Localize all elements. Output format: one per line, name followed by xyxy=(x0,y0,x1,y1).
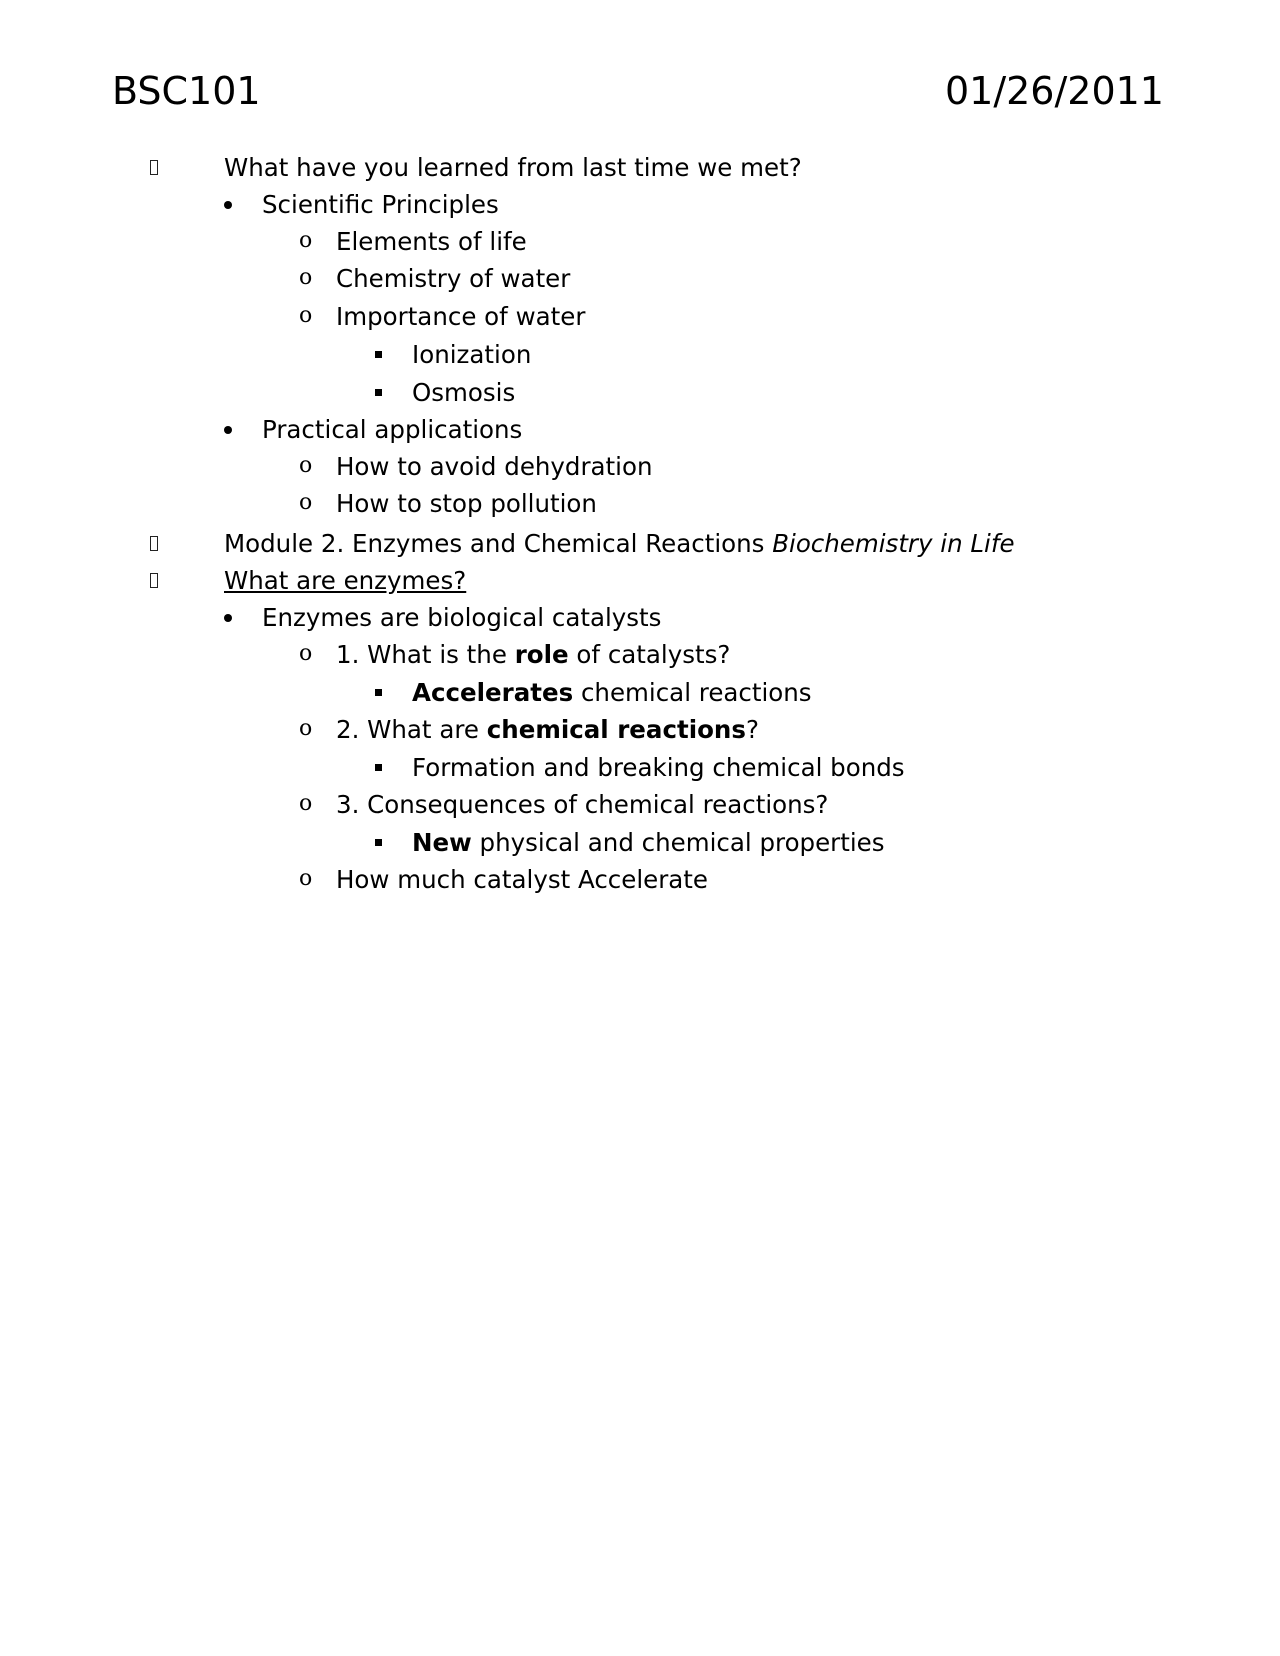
bold-span: Accelerates xyxy=(412,678,574,707)
box-bullet-icon xyxy=(150,573,158,588)
bold-span: New xyxy=(412,828,472,857)
dot-bullet-icon xyxy=(224,614,232,622)
text-span: physical and chemical properties xyxy=(471,828,885,857)
circle-bullet-icon: o xyxy=(299,265,313,290)
module-title: Module 2. Enzymes and Chemical Reactions xyxy=(224,529,773,558)
square-bullet-icon xyxy=(375,389,382,396)
text-span: 1. What is the xyxy=(336,640,515,669)
circle-bullet-icon: o xyxy=(299,453,313,478)
enzymes-definition: Enzymes are biological catalysts xyxy=(262,603,662,632)
scientific-principles: Scientific Principles xyxy=(262,190,499,219)
circle-bullet-icon: o xyxy=(299,716,313,741)
answer-2: Formation and breaking chemical bonds xyxy=(412,753,905,782)
list-item: How to stop pollution xyxy=(336,489,597,518)
answer-1 xyxy=(412,678,812,707)
bold-span: role xyxy=(514,640,569,669)
dot-bullet-icon xyxy=(224,426,232,434)
lecture-date: 01/26/2011 xyxy=(944,69,1164,113)
bold-span: chemical reactions xyxy=(486,715,746,744)
enzymes-question: What are enzymes? xyxy=(224,566,467,595)
dot-bullet-icon xyxy=(224,201,232,209)
circle-bullet-icon: o xyxy=(299,866,313,891)
list-item: Elements of life xyxy=(336,227,527,256)
answer-3 xyxy=(412,828,885,857)
question-3: 3. Consequences of chemical reactions? xyxy=(336,790,829,819)
list-item: Osmosis xyxy=(412,378,516,407)
circle-bullet-icon: o xyxy=(299,641,313,666)
square-bullet-icon xyxy=(375,839,382,846)
list-item: Chemistry of water xyxy=(336,264,571,293)
text-span: chemical reactions xyxy=(573,678,812,707)
circle-bullet-icon: o xyxy=(299,303,313,328)
square-bullet-icon xyxy=(375,351,382,358)
course-code: BSC101 xyxy=(112,69,261,113)
text-span: ? xyxy=(745,715,759,744)
list-item: Importance of water xyxy=(336,302,586,331)
square-bullet-icon xyxy=(375,689,382,696)
list-item: How to avoid dehydration xyxy=(336,452,653,481)
module-subtitle: Biochemistry in Life xyxy=(772,529,1015,558)
text-span: 2. What are xyxy=(336,715,487,744)
outline-q1: What have you learned from last time we met? xyxy=(224,153,802,182)
question-1 xyxy=(336,640,731,669)
question-4: How much catalyst Accelerate xyxy=(336,865,708,894)
list-item: Ionization xyxy=(412,340,532,369)
square-bullet-icon xyxy=(375,764,382,771)
practical-applications: Practical applications xyxy=(262,415,523,444)
box-bullet-icon xyxy=(150,160,158,175)
text-span: of catalysts? xyxy=(568,640,731,669)
circle-bullet-icon: o xyxy=(299,490,313,515)
question-2 xyxy=(336,715,759,744)
circle-bullet-icon: o xyxy=(299,228,313,253)
module-heading xyxy=(224,529,1015,558)
circle-bullet-icon: o xyxy=(299,791,313,816)
box-bullet-icon xyxy=(150,536,158,551)
